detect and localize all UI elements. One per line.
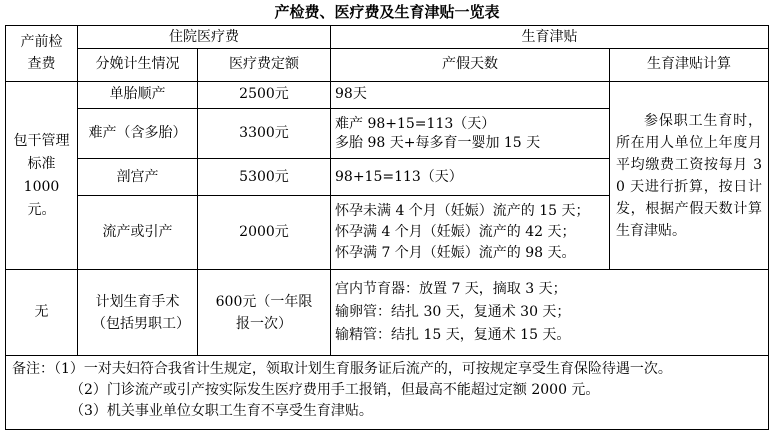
note-line: （2）门诊流产或引产按实际发生医疗费用手工报销，但最高不能超过定额 2000 元。 — [70, 382, 600, 399]
delivery-type: 单胎顺产 — [78, 81, 198, 108]
header-inpatient: 住院医疗费 — [78, 26, 331, 49]
note-line: 备注：（1）一对夫妇符合我省计生规定，领取计划生育服务证后流产的，可按规定享受生育保险待遇一次。 — [12, 361, 672, 378]
leave-line: 怀孕未满 4 个月（妊娠）流产的 15 天； — [335, 203, 590, 220]
notes-cell — [6, 356, 769, 430]
delivery-type: 计划生育手术（包括男职工） — [78, 270, 198, 356]
leave-line: 怀孕满 4 个月（妊娠）流产的 42 天； — [335, 224, 576, 241]
header-medical-quota: 医疗费定额 — [198, 49, 331, 82]
leave-line: 98+15=113（天） — [335, 168, 463, 185]
header-maternity-allowance: 生育津贴 — [331, 26, 769, 49]
header-delivery-type: 分娩计生情况 — [78, 49, 198, 82]
medical-quota: 2000元 — [198, 195, 331, 270]
header-prenatal-fee: 产前检查费 — [6, 26, 78, 82]
row-family-planning — [6, 270, 769, 356]
leave-line: 怀孕满 7 个月（妊娠）流产的 98 天。 — [335, 245, 576, 262]
medical-quota: 3300元 — [198, 108, 331, 158]
leave-days — [331, 81, 610, 108]
header-allowance-calc: 生育津贴计算 — [610, 49, 769, 82]
medical-quota: 600元（一年限报一次） — [198, 270, 331, 356]
page-title: 产检费、医疗费及生育津贴一览表 — [274, 3, 500, 21]
leave-line: 输卵管：结扎 30 天，复通术 30 天； — [335, 304, 571, 321]
benefits-table — [5, 25, 769, 430]
medical-quota: 2500元 — [198, 81, 331, 108]
leave-days — [331, 270, 769, 356]
header-leave-days: 产假天数 — [331, 49, 610, 82]
leave-days — [331, 108, 610, 158]
leave-line: 宫内节育器：放置 7 天，摘取 3 天； — [335, 281, 567, 298]
header-row-2 — [6, 49, 769, 82]
allowance-calc-text: 参保职工生育时，所在用人单位上年度月平均缴费工资按每月 30 天进行折算，按日计发，根据产假天数计算生育津贴。 — [610, 81, 769, 270]
prenatal-fee-value: 包干管理标准1000元。 — [6, 81, 78, 270]
notes-row — [6, 356, 769, 430]
leave-days — [331, 159, 610, 196]
note-line: （3）机关事业单位女职工生育不享受生育津贴。 — [70, 403, 373, 420]
row-single-natural — [6, 81, 769, 108]
prenatal-fee-none: 无 — [6, 270, 78, 356]
header-row-1 — [6, 26, 769, 49]
delivery-type: 难产（含多胎） — [78, 108, 198, 158]
leave-line: 输精管：结扎 15 天，复通术 15 天。 — [335, 327, 571, 344]
delivery-type: 剖宫产 — [78, 159, 198, 196]
leave-line: 难产 98+15=113（天） — [335, 115, 496, 132]
delivery-type: 流产或引产 — [78, 195, 198, 270]
medical-quota: 5300元 — [198, 159, 331, 196]
leave-days — [331, 195, 610, 270]
leave-line: 98天 — [335, 86, 367, 103]
leave-line: 多胎 98 天+每多育一婴加 15 天 — [335, 134, 541, 151]
